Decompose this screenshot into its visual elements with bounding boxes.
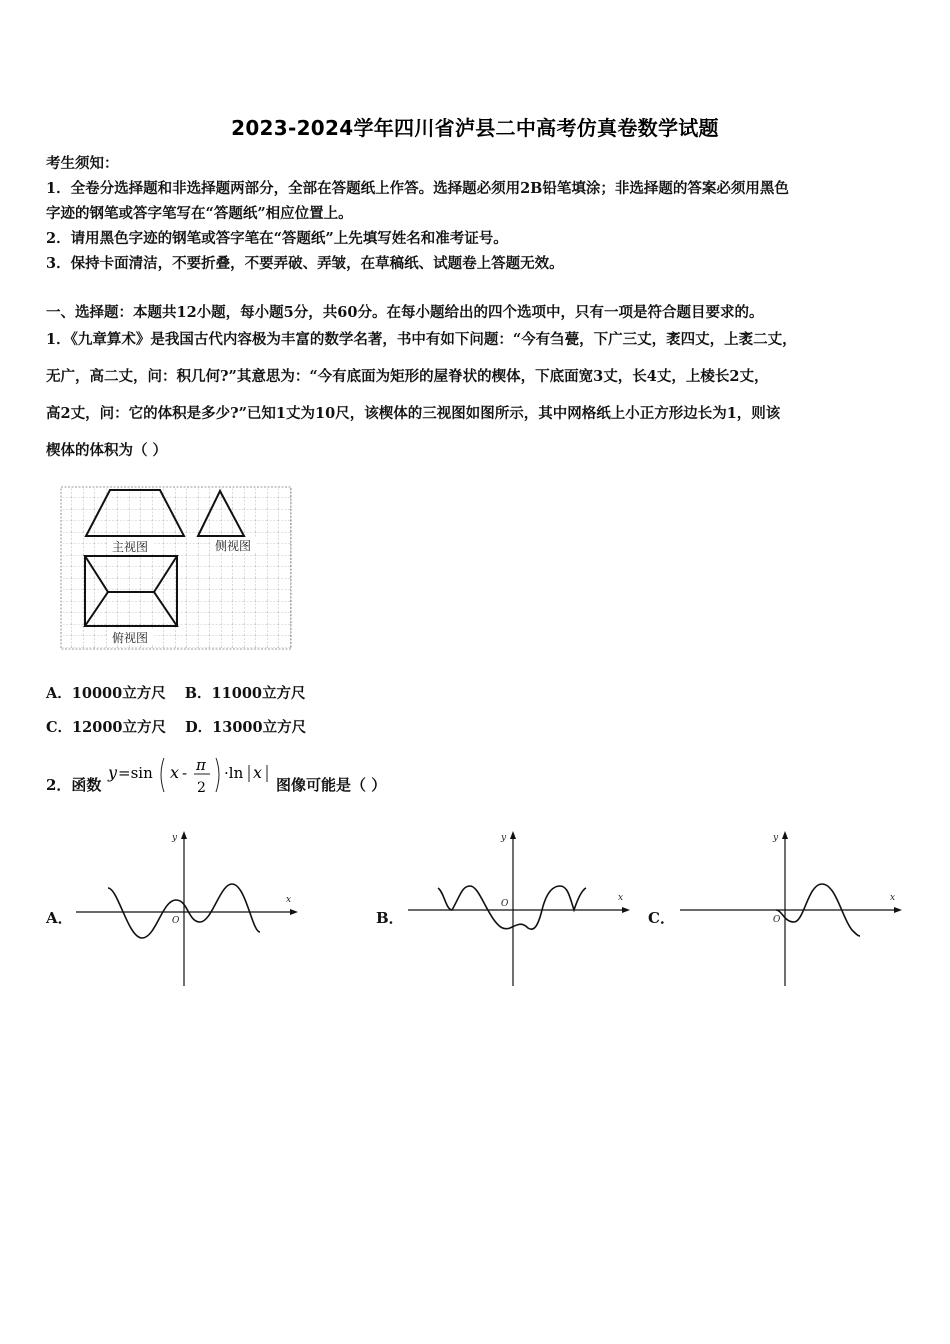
question-1-text: 1．《九章算术》是我国古代内容极为丰富的数学名著，书中有如下问题：“今有刍甍，下广三丈，袤四丈，上袤二丈， [46,331,797,348]
svg-text:x: x [253,763,263,782]
svg-text:-: - [182,764,188,782]
option-letter: D． [185,719,213,736]
question-2-suffix: 图像可能是（ ） [276,776,387,794]
question-1-text: 楔体的体积为（ ） [46,442,168,459]
three-view-figure [60,486,294,652]
graph-a-label[interactable]: A． [46,909,73,927]
side-view-label: 侧视图 [214,539,252,553]
option-letter: B． [184,685,212,702]
option-text: 12000立方尺 [72,719,166,736]
option-b[interactable] [185,682,306,703]
notice-item: 3．保持卡面清洁，不要折叠，不要弄破、弄皱，在草稿纸、试题卷上答题无效。 [46,255,564,272]
question-2-prefix: 2．函数 [46,776,102,794]
option-letter: A． [46,685,72,702]
notice-item: 1．全卷分选择题和非选择题两部分，全部在答题纸上作答。选择题必须用2B铅笔填涂；非选择题的答案必须用黑色 [46,180,789,197]
front-view-label: 主视图 [111,540,149,554]
svg-text:=sin: =sin [118,764,153,782]
graph-a[interactable] [72,826,304,988]
function-formula [106,752,278,800]
question-1-text: 高2丈，问：它的体积是多少?”已知1丈为10尺，该楔体的三视图如图所示，其中网格纸上小正方形边长为1，则该 [46,405,781,422]
svg-text:O: O [172,916,180,926]
svg-text:x: x [890,893,896,903]
options-row-1 [46,682,306,703]
svg-text:x: x [286,895,292,905]
svg-text:x: x [618,893,624,903]
svg-text:y: y [501,833,507,843]
graph-c-label[interactable]: C． [648,909,675,927]
svg-text:y: y [172,833,178,843]
option-text: 13000立方尺 [212,719,307,736]
notice-item: 2．请用黑色字迹的钢笔或答字笔在“答题纸”上先填写姓名和准考证号。 [46,230,508,247]
notice-item: 字迹的钢笔或答字笔写在“答题纸”相应位置上。 [46,205,353,222]
svg-text:O: O [773,915,781,925]
graph-b-curve [438,886,586,929]
option-c[interactable] [46,716,166,737]
svg-text:O: O [501,899,509,909]
options-row-2 [46,716,306,737]
option-text: 11000立方尺 [211,685,306,702]
section-heading: 一、选择题：本题共12小题，每小题5分，共60分。在每小题给出的四个选项中，只有一项是符合题目要求的。 [46,304,764,321]
option-text: 10000立方尺 [71,685,166,702]
option-letter: C． [46,719,73,736]
graph-c[interactable] [676,826,908,988]
svg-text:π: π [196,756,206,774]
svg-text:·ln: ·ln [224,764,244,782]
notice-heading: 考生须知： [46,155,119,172]
graph-b-label[interactable]: B． [376,909,404,927]
question-1-text: 无广，高二丈，问：积几何?”其意思为：“今有底面为矩形的屋脊状的楔体，下底面宽3丈，长4丈，上棱长2丈， [46,368,769,385]
graph-b[interactable] [404,826,636,988]
option-a[interactable] [46,682,166,703]
page-title: 2023-2024学年四川省泸县二中高考仿真卷数学试题 [231,116,719,140]
svg-text:y: y [108,763,118,782]
top-view-label: 俯视图 [111,631,149,645]
svg-text:y: y [773,833,779,843]
svg-text:2: 2 [197,780,206,796]
option-d[interactable] [185,716,306,737]
svg-text:x: x [170,763,180,782]
